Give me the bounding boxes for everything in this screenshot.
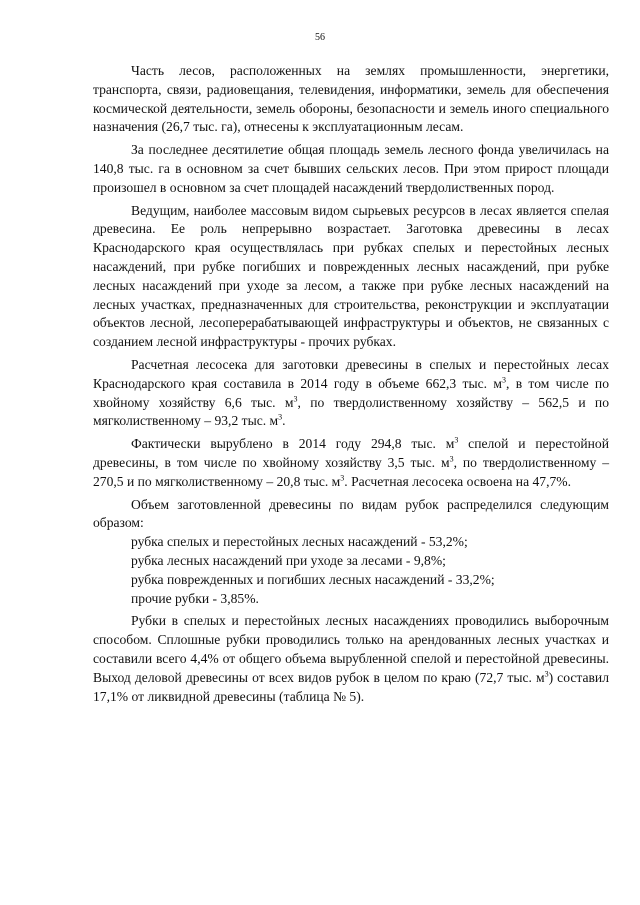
text-fragment: , по твердолиственному – 270,5 и по мягколиственному – 20,8 тыс. м [93,454,609,489]
paragraph-cutting-methods [93,612,609,706]
superscript: 3 [501,375,506,385]
paragraph-forest-categories: Часть лесов, расположенных на землях промышленности, энергетики, транспорта, связи, радиовещания, телевидения, информатики, земель для обеспечения космической деятельности, земель обороны, безопасности и земель иного специального назначения (26,7 тыс. га), отнесены к эксплуатационным лесам. [93,63,609,135]
paragraph-area-growth: За последнее десятилетие общая площадь земель лесного фонда увеличилась на 140,8 тыс. га в основном за счет бывших сельских лесов. При этом прирост площади произошел в основном за счет площадей насаждений твердолиственных пород. [93,142,609,195]
text-fragment: Расчетная лесосека для заготовки древесины в спелых и перестойных лесах Краснодарского края составила в 2014 году в объеме 662,3 тыс. м [93,356,609,391]
superscript: 3 [449,454,454,464]
paragraph-actual-cut [93,435,609,491]
superscript: 3 [340,473,345,483]
document-body [93,62,609,710]
paragraph-cut-distribution-intro: Объем заготовленной древесины по видам рубок распределился следующим образом: [93,496,609,531]
paragraph-timber-harvesting: Ведущим, наиболее массовым видом сырьевых ресурсов в лесах является спелая древесина. Ее роль непрерывно возрастает. Заготовка древесины в лесах Краснодарского края осуществлялась при рубках спелых и перестойных лесных насаждений, при рубке погибших и поврежденных лесных насаждений, при рубке лесных насаждений при уходе за лесом, а также при рубке лесных насаждений на лесных участках, предназначенных для строительства, реконструкции и эксплуатации объектов лесной, лесоперерабатывающей инфраструктуры и объектов, не связанных с созданием лесной инфраструктуры - прочих рубках. [93,202,609,350]
paragraph-allowable-cut [93,356,609,431]
list-item: рубка поврежденных и погибших лесных насаждений - 33,2%; [131,571,495,587]
text-fragment: . [282,413,286,429]
text-fragment: спелой и перестойной древесины, в том числе по хвойному хозяйству 3,5 тыс. м [93,436,610,470]
list-item: прочие рубки - 3,85%. [131,590,259,606]
text-fragment: Фактически вырублено в 2014 году 294,8 тыс. м [131,436,455,452]
superscript: 3 [544,669,549,679]
superscript: 3 [454,435,459,445]
text-fragment: Рубки в спелых и перестойных лесных насаждениях проводились выборочным способом. Сплошные рубки проводились только на арендованных лесных участках и составили всего 4,4% от общего объема вырубленной спелой и перестойной древесины. Выход деловой древесины от всех видов рубок в целом по краю (72,7 тыс. м [93,613,609,685]
page-number: 56 [315,32,325,43]
list-item: рубка спелых и перестойных лесных насаждений - 53,2%; [131,534,468,550]
list-item: рубка лесных насаждений при уходе за лесами - 9,8%; [131,552,446,568]
superscript: 3 [278,412,283,422]
text-fragment: , в том числе по хвойному хозяйству 6,6 тыс. м [93,375,609,410]
cut-types-list [93,533,609,608]
text-fragment: . Расчетная лесосека освоена на 47,7%. [344,473,572,489]
text-fragment: ) составил 17,1% от ликвидной древесины (таблица № 5). [93,669,609,704]
text-fragment: , по твердолиственному хозяйству – 562,5 и по мягколиственному – 93,2 тыс. м [93,394,609,429]
superscript: 3 [293,394,298,404]
